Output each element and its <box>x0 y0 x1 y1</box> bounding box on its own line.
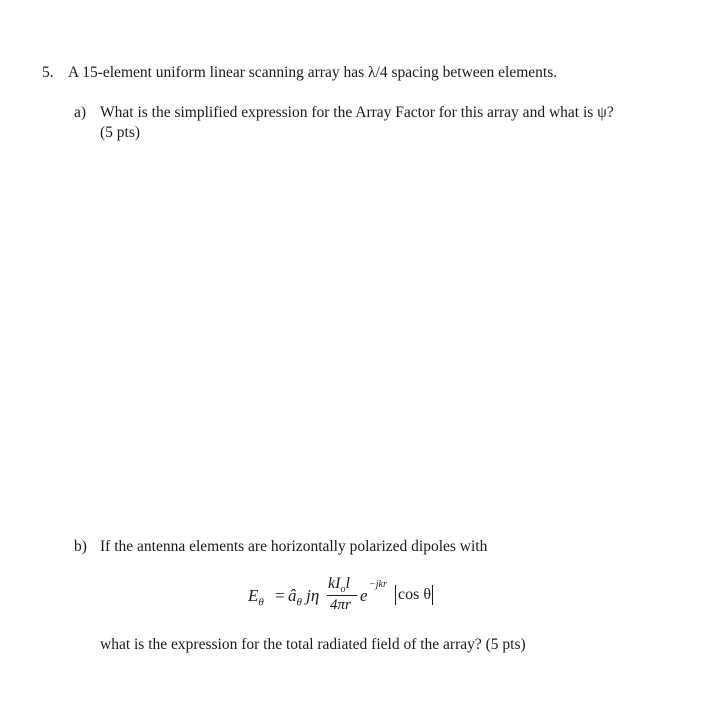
formula-equals: = <box>275 586 285 605</box>
part-a-points: (5 pts) <box>100 124 141 141</box>
dipole-field-formula <box>248 575 488 617</box>
formula-lhs: $E_\theta$ <box>248 586 264 609</box>
question-number: 5. <box>42 64 54 81</box>
formula-fraction-denominator: 4πr <box>330 597 351 613</box>
formula-fraction-numerator: $kI_ol$ <box>328 575 350 596</box>
part-a-label: a) <box>74 104 87 121</box>
formula-abs-right-bar <box>432 585 433 605</box>
part-a-text: What is the simplified expression for the Array Factor for this array and what is ψ? <box>100 104 614 121</box>
formula-fraction-bar <box>327 595 357 596</box>
formula-exponent: −jkr <box>369 579 387 590</box>
question-stem: A 15-element uniform linear scanning array has λ/4 spacing between elements. <box>68 64 558 81</box>
formula-abs-content: cos θ <box>398 586 431 603</box>
formula-exp-base: e <box>360 586 368 605</box>
part-b-intro: If the antenna elements are horizontally polarized dipoles with <box>100 538 488 555</box>
formula-unit-vector: $â_\theta$ jη <box>288 586 320 609</box>
part-b-label: b) <box>74 538 87 555</box>
part-b-question: what is the expression for the total radiated field of the array? (5 pts) <box>100 636 526 653</box>
formula-abs-left-bar <box>395 585 396 605</box>
